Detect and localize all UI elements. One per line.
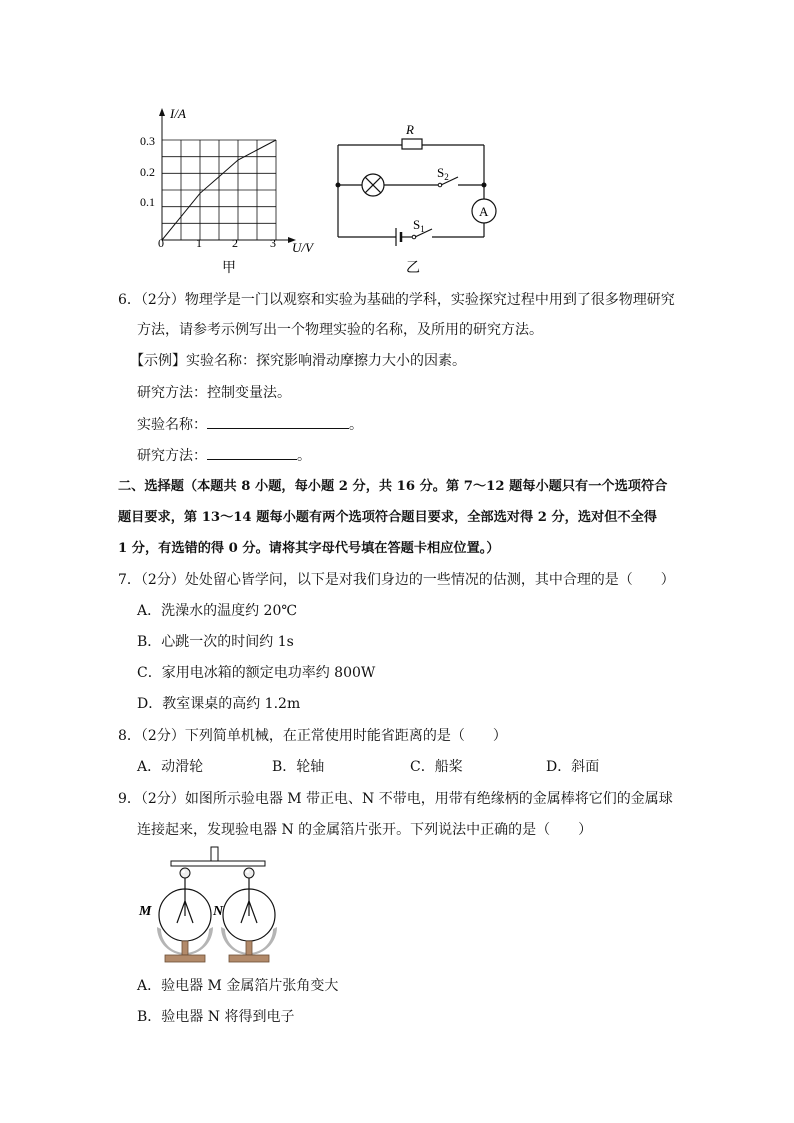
- q6-name-answer-line: [137, 414, 363, 435]
- figure-caption: 乙: [406, 261, 420, 276]
- q6-name-label: 实验名称：: [137, 417, 207, 433]
- q7-option-d[interactable]: D．教室课桌的高约 1.2m: [137, 696, 301, 712]
- metal-foil: [177, 901, 185, 923]
- insulated-handle: [211, 847, 218, 862]
- q9-stem-line2: 连接起来，发现验电器 N 的金属箔片张开。下列说法中正确的是（ ）: [137, 822, 593, 838]
- q8-stem: 8．（2分）下列简单机械，在正常使用时能省距离的是（ ）: [118, 728, 507, 744]
- stand-base: [165, 955, 205, 962]
- stand-base: [229, 955, 269, 962]
- q8-option-d[interactable]: D．斜面: [546, 759, 600, 775]
- circuit-diagram: [330, 115, 510, 280]
- electroscope-m: [157, 868, 213, 962]
- section2-line3: 1 分，有选错的得 0 分。请将其字母代号填在答题卡相应位置。）: [118, 541, 500, 556]
- x-tick-label: 1: [196, 236, 202, 250]
- q6-stem-line1: 6．（2分）物理学是一门以观察和实验为基础的学科，实验探究过程中用到了很多物理研究: [118, 292, 675, 308]
- iu-graph: [130, 100, 330, 280]
- q7-option-c[interactable]: C．家用电冰箱的额定电功率约 800W: [137, 665, 376, 681]
- section2-line2: 题目要求，第 13～14 题每小题有两个选项符合题目要求，全部选对得 2 分，选对但不全得: [118, 510, 657, 525]
- section2-line1: 二、选择题（本题共 8 小题，每小题 2 分，共 16 分。第 7～12 题每小题只有一个选项符合: [118, 479, 668, 494]
- metal-ball: [180, 868, 190, 878]
- x-tick-label: 2: [232, 236, 238, 250]
- x-tick-label: 3: [270, 236, 276, 250]
- q7-stem: 7．（2分）处处留心皆学问，以下是对我们身边的一些情况的估测，其中合理的是（ ）: [118, 572, 675, 588]
- y-tick-label: 0.1: [140, 195, 155, 209]
- y-axis-arrow: [159, 108, 165, 116]
- label-n: N: [213, 904, 224, 919]
- figure-caption: 甲: [222, 261, 236, 276]
- q8-option-a[interactable]: A．动滑轮: [137, 759, 204, 775]
- q6-period: 。: [297, 448, 311, 464]
- metal-foil: [241, 901, 249, 923]
- q9-stem-line1: 9．（2分）如图所示验电器 M 带正电、N 不带电，用带有绝缘柄的金属棒将它们的金属球: [118, 791, 673, 807]
- ammeter-label: A: [479, 204, 489, 219]
- metal-foil: [185, 901, 193, 923]
- y-tick-label: 0.3: [140, 134, 155, 148]
- q6-method-label: 研究方法：: [137, 448, 207, 464]
- graph-grid: [162, 140, 276, 240]
- q8-option-b[interactable]: B．轮轴: [272, 759, 325, 775]
- q6-example: 【示例】实验名称：探究影响滑动摩擦力大小的因素。: [130, 353, 466, 369]
- y-tick-label: 0.2: [140, 165, 155, 179]
- q6-method-example: 研究方法：控制变量法。: [137, 385, 291, 401]
- answer-blank[interactable]: [207, 414, 349, 429]
- x-axis-label: U/V: [292, 240, 313, 255]
- q6-method-answer-line: [137, 445, 311, 466]
- metal-ball: [244, 868, 254, 878]
- stand-post: [182, 941, 188, 955]
- metal-rod: [171, 861, 265, 866]
- q6-stem-line2: 方法，请参考示例写出一个物理实验的名称，及所用的研究方法。: [137, 322, 543, 338]
- q7-option-a[interactable]: A．洗澡水的温度约 20℃: [137, 603, 298, 619]
- stand-post: [246, 941, 252, 955]
- answer-blank[interactable]: [207, 445, 297, 460]
- q9-option-a[interactable]: A．验电器 M 金属箔片张角变大: [137, 978, 339, 994]
- metal-foil: [249, 901, 257, 923]
- label-m: M: [139, 904, 152, 919]
- q6-period: 。: [349, 417, 363, 433]
- electroscope-n: [221, 868, 277, 962]
- y-axis-label: I/A: [170, 106, 186, 121]
- q8-option-c[interactable]: C．船桨: [410, 759, 463, 775]
- resistor: [402, 139, 422, 149]
- q7-option-b[interactable]: B．心跳一次的时间约 1s: [137, 634, 294, 650]
- x-tick-label: 0: [158, 236, 164, 250]
- q9-option-b[interactable]: B．验电器 N 将得到电子: [137, 1009, 295, 1025]
- switch-s2-label: $S_2$: [437, 165, 449, 182]
- switch-s1-label: $S_1$: [413, 217, 425, 234]
- resistor-label: R: [406, 122, 414, 137]
- electroscope-figure: [135, 843, 295, 973]
